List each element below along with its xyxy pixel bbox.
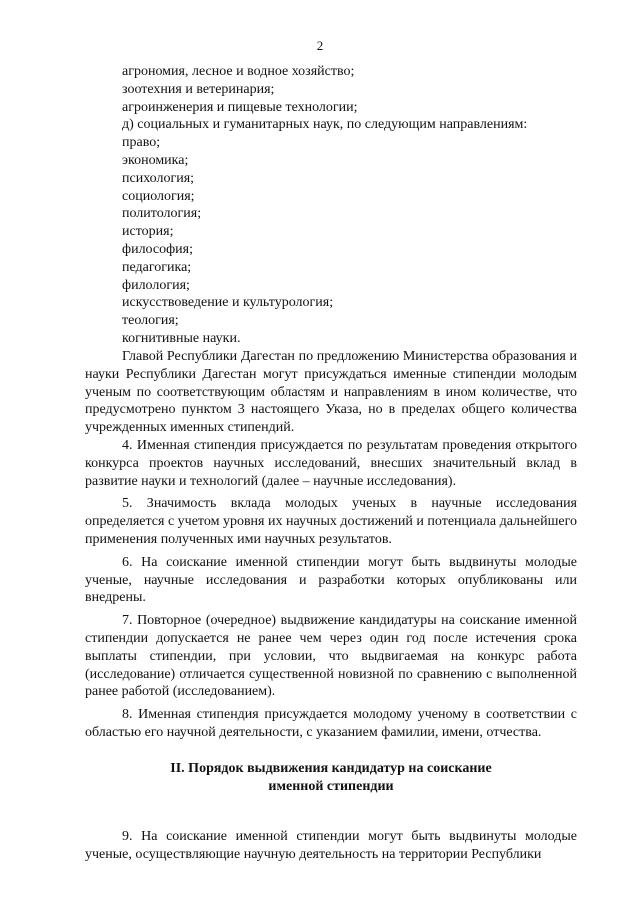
list-item: философия; [122, 241, 194, 257]
list-item: когнитивные науки. [122, 330, 241, 346]
list-item: искусствоведение и культурология; [122, 295, 334, 311]
list-item: история; [122, 224, 174, 240]
list-item: филология; [122, 277, 190, 293]
paragraph: 7. Повторное (очередное) выдвижение кандидатуры на соискание именной стипендии допускается не ранее чем через один год после истечения срока выплаты стипендии, при условии, что выдвигаемая на конкурс работа (исследование) отличается существенной новизной по сравнению с выполненной ранее работой (исследованием). [85, 613, 577, 700]
paragraph: 8. Именная стипендия присуждается молодому ученому в соответствии с областью его научной деятельности, с указанием фамилии, имени, отчества. [85, 707, 577, 740]
list-item: экономика; [122, 152, 189, 168]
list-item: агрономия, лесное и водное хозяйство; [122, 64, 355, 79]
document-body [85, 348, 577, 742]
section-heading-line: именной стипендии [268, 778, 394, 794]
list-item: д) социальных и гуманитарных наук, по следующим направлениям: [122, 117, 528, 133]
list-item: теология; [122, 313, 179, 329]
paragraph: 4. Именная стипендия присуждается по результатам проведения открытого конкурса проектов научных исследований, внесших значительный вклад в развитие науки и технологий (далее – научные исследования). [85, 437, 577, 489]
paragraph: 9. На соискание именной стипендии могут быть выдвинуты молодые ученые, осуществляющие научную деятельность на территории Республики [85, 829, 577, 862]
list-item: педагогика; [122, 259, 192, 275]
list-item: право; [122, 135, 161, 151]
paragraph: 6. На соискание именной стипендии могут быть выдвинуты молодые ученые, научные исследования и разработки которых опубликованы или внедрены. [85, 554, 577, 606]
page-number: 2 [316, 38, 324, 53]
section-heading-line: II. Порядок выдвижения кандидатур на соискание [170, 761, 492, 776]
list-item: зоотехния и ветеринария; [122, 81, 275, 97]
list-item: агроинженерия и пищевые технологии; [122, 99, 358, 115]
section-heading [85, 760, 577, 795]
paragraph: Главой Республики Дагестан по предложению Министерства образования и науки Республики Дагестан могут присуждаться именные стипендии молодым ученым по соответствующим областям и направлениям в ином количестве, что предусмотрено пунктом 3 настоящего Указа, но в пределах общего количества учрежденных именных стипендий. [85, 349, 577, 436]
directions-list [122, 63, 592, 348]
paragraph: 5. Значимость вклада молодых ученых в научные исследования определяется с учетом уровня их научных достижений и потенциала дальнейшего применения полученных ими научных результатов. [85, 496, 577, 547]
list-item: психология; [122, 170, 195, 186]
list-item: социология; [122, 188, 195, 204]
list-item: политология; [122, 206, 202, 222]
